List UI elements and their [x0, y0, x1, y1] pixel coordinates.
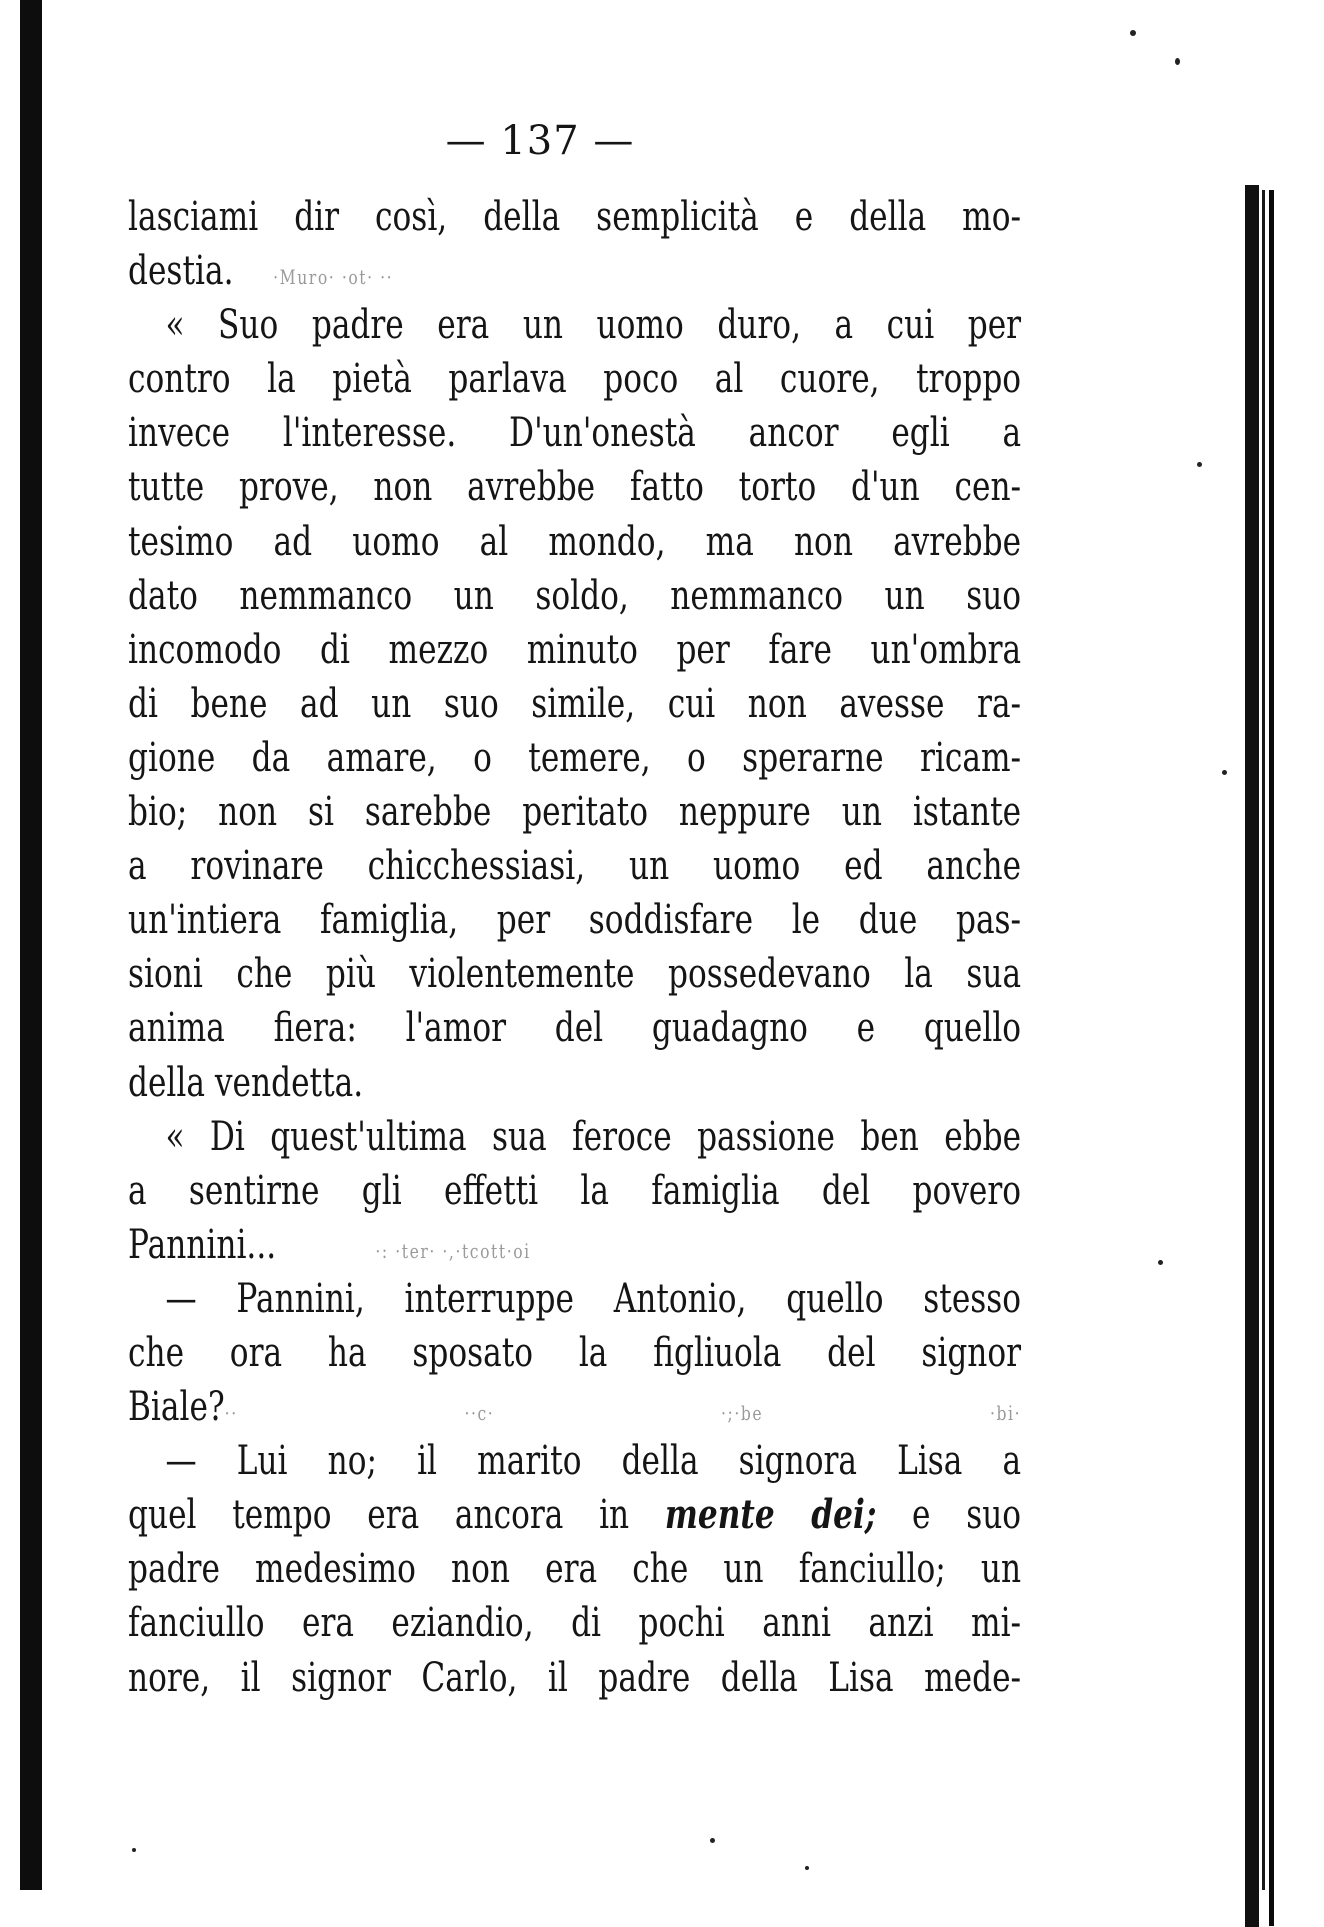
text-line: a sentirne gli effetti la famiglia del povero: [128, 1167, 1022, 1214]
text-line: incomodo di mezzo minuto per fare un'ombra: [128, 626, 1022, 673]
scan-speck: [1197, 462, 1202, 467]
text-line: — Pannini, interruppe Antonio, quello stesso: [165, 1275, 1022, 1322]
text-line: bio; non si sarebbe peritato neppure un istante: [128, 789, 1022, 836]
text-line: di bene ad un suo simile, cui non avesse ra-: [128, 680, 1022, 727]
text-line: un'intiera famiglia, per soddisfare le due pas-: [128, 897, 1022, 944]
scan-speck: [1175, 58, 1180, 65]
right-edge-line: [1269, 190, 1274, 1926]
latin-phrase: mente dei;: [664, 1491, 877, 1539]
text-line-words: Pannini...: [128, 1221, 277, 1268]
binding-edge: [20, 0, 42, 1890]
text-line: nore, il signor Carlo, il padre della Lisa mede-: [128, 1654, 1022, 1701]
text-line: anima fiera: l'amor del guadagno e quello: [128, 1005, 1022, 1052]
text-line: lasciami dir così, della semplicità e della mo-: [128, 194, 1022, 240]
text-line: fanciullo era eziandio, di pochi anni anzi mi-: [128, 1600, 1022, 1647]
body-text: [128, 190, 1021, 1705]
scan-speck: [132, 1848, 136, 1852]
scan-speck: [1222, 770, 1227, 775]
text-line: gione da amare, o temere, o sperarne ricam-: [128, 734, 1022, 781]
text-line: « Di quest'ultima sua feroce passione ben ebbe: [165, 1113, 1022, 1160]
text-line: « Suo padre era un uomo duro, a cui per: [165, 302, 1022, 349]
text-line: [128, 1218, 1021, 1272]
scan-speck: [805, 1866, 809, 1870]
text-line-words: Biale?: [128, 1384, 225, 1431]
page-number: — 137 —: [445, 118, 635, 164]
text-line: sioni che più violentemente possedevano la sua: [128, 951, 1022, 998]
text-line: — Lui no; il marito della signora Lisa a: [165, 1438, 1022, 1485]
text-line-words: destia.: [128, 248, 234, 295]
text-line-words: quel tempo era ancora in: [128, 1492, 630, 1539]
scan-speck: [1158, 1260, 1163, 1265]
scan-speck: [710, 1838, 715, 1843]
text-line: invece l'interesse. D'un'onestà ancor egli a: [128, 410, 1022, 457]
text-line: [128, 1488, 1021, 1542]
bleed-through-text: ·Muro· ·ot· ··: [273, 265, 394, 290]
text-line: della vendetta.: [128, 1059, 364, 1106]
bleed-through-text: ·· ··c· ·;·be ·bi·: [224, 1401, 1022, 1426]
bleed-through-text: ·: ·ter· ·,·tcott·oi: [375, 1238, 531, 1263]
text-line: a rovinare chicchessiasi, un uomo ed anche: [128, 843, 1022, 890]
scan-speck: [1130, 30, 1136, 36]
text-line: [128, 1380, 1021, 1434]
text-line: contro la pietà parlava poco al cuore, troppo: [128, 356, 1022, 403]
right-page-edge: [1245, 185, 1259, 1927]
text-line: tesimo ad uomo al mondo, ma non avrebbe: [128, 518, 1022, 565]
text-line: che ora ha sposato la figliuola del signor: [128, 1329, 1022, 1376]
text-line: padre medesimo non era che un fanciullo; un: [128, 1546, 1022, 1593]
right-edge-line: [1262, 190, 1265, 1890]
text-line: tutte prove, non avrebbe fatto torto d'un cen-: [128, 464, 1022, 511]
text-line: dato nemmanco un soldo, nemmanco un suo: [128, 572, 1022, 619]
text-line: [128, 244, 1021, 298]
text-line-words: e suo: [912, 1492, 1022, 1539]
